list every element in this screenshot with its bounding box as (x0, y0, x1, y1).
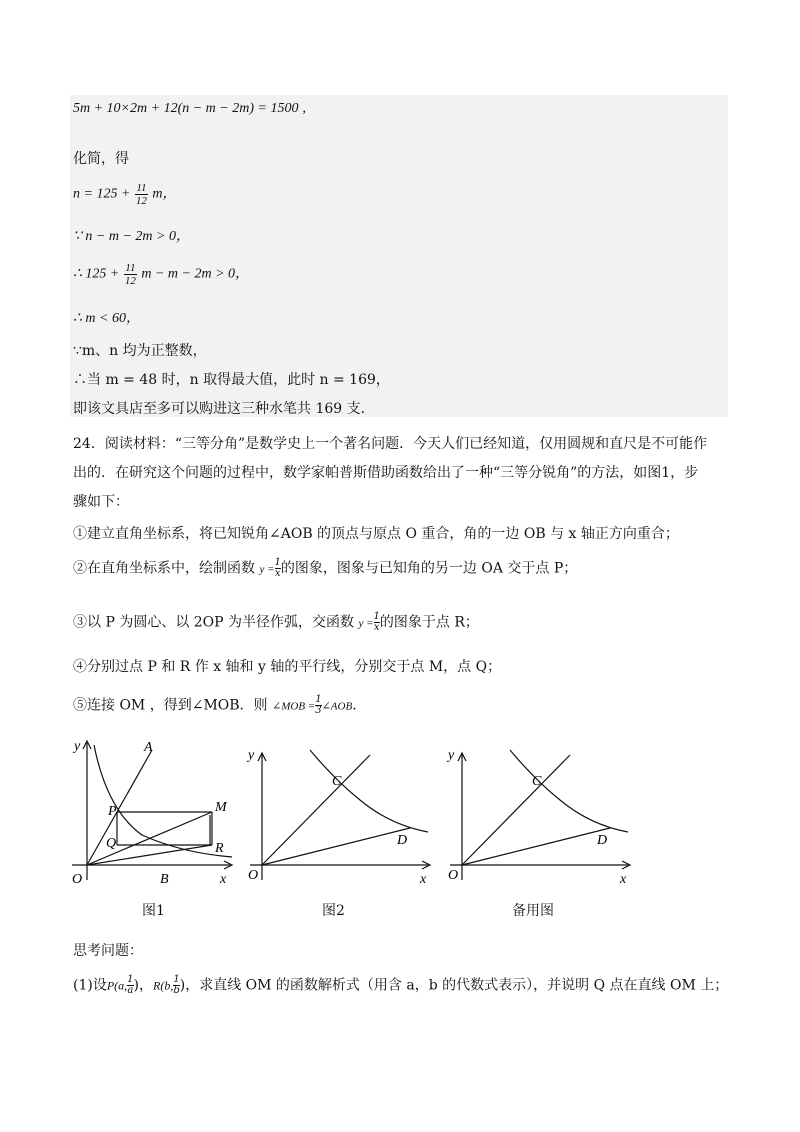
fig3-label-C: C (532, 774, 542, 789)
figure-2-caption: 图2 (322, 903, 345, 919)
fig2-label-O: O (248, 868, 259, 883)
fig2-label-D: D (397, 833, 408, 848)
fig3-label-y: y (448, 748, 455, 763)
figure-2 (240, 735, 440, 885)
fig2-label-x: x (420, 872, 427, 885)
fig1-label-M: M (215, 800, 227, 815)
fig1-label-R: R (215, 841, 224, 856)
figure-1-caption: 图1 (142, 903, 165, 919)
solution-equation-1: 5m + 10×2m + 12(n − m − 2m) = 1500 , (73, 101, 306, 116)
fig1-label-P: P (108, 804, 117, 819)
solution-because-2: ∵m、n 均为正整数， (73, 343, 207, 359)
problem-intro: 24．阅读材料：“三等分角”是数学史上一个著名问题．今天人们已经知道，仅用圆规和直尺是不可能作 出的．在研究这个问题的过程中，数学家帕普斯借助函数给出了一种“三等分锐角”的方法，如图1，步 骤如下： (73, 436, 708, 510)
solution-block (70, 95, 728, 417)
step-1: ①建立直角坐标系，将已知锐角∠AOB 的顶点与原点 O 重合，角的一边 OB 与 x 轴正方向重合； (73, 526, 679, 542)
fig1-label-A: A (144, 740, 153, 755)
question-1: (1)设P(a, $\frac{1}{a}$ )，R(b, $\frac{1}{b}$ )，求直线 OM 的函数解析式（用含 a，b 的代数式表示），并说明 Q 点在直线 OM 上； (73, 974, 729, 996)
fig3-label-O: O (448, 868, 459, 883)
fig1-label-B: B (160, 872, 169, 885)
questions-heading: 思考问题： (73, 943, 143, 959)
step-2: ②在直角坐标系中，绘制函数 y = $\frac{1}{x}$ 的图象，图象与已知角的另一边 OA 交于点 P； (73, 557, 578, 579)
fig1-label-y: y (74, 739, 81, 754)
solution-therefore-3: ∴当 m = 48 时，n 取得最大值，此时 n = 169， (73, 372, 390, 388)
fig3-label-D: D (597, 833, 608, 848)
solution-simplify: 化简，得 (73, 151, 129, 167)
figure-spare (440, 735, 640, 885)
fig2-label-C: C (332, 774, 342, 789)
solution-because-1: ∵ n − m − 2m > 0， (73, 229, 190, 244)
figure-1 (62, 735, 242, 885)
fig1-label-x: x (220, 872, 227, 885)
fig1-label-O: O (72, 872, 83, 885)
fig1-label-Q: Q (106, 836, 117, 851)
figure-spare-caption: 备用图 (512, 903, 554, 919)
solution-therefore-2: ∴ m < 60， (73, 311, 140, 326)
step-4: ④分别过点 P 和 R 作 x 轴和 y 轴的平行线，分别交于点 M，点 Q； (73, 659, 502, 675)
solution-conclusion: 即该文具店至多可以购进这三种水笔共 169 支. (73, 401, 366, 417)
step-3: ③以 P 为圆心、以 2OP 为半径作弧，交函数 y = $\frac{1}{x}$ 的图象于点 R； (73, 611, 479, 633)
solution-therefore-1: ∴ 125 + $\frac{11}{12}$ m − m − 2m > 0， (73, 262, 250, 287)
fig3-label-x: x (620, 872, 627, 885)
fig2-label-y: y (248, 748, 255, 763)
solution-equation-2: n = 125 + $\frac{11}{12}$ m， (73, 182, 177, 207)
step-5: ⑤连接 OM ，得到∠MOB．则 ∠MOB = $\frac{1}{3}$ ∠AOB． (73, 694, 367, 716)
